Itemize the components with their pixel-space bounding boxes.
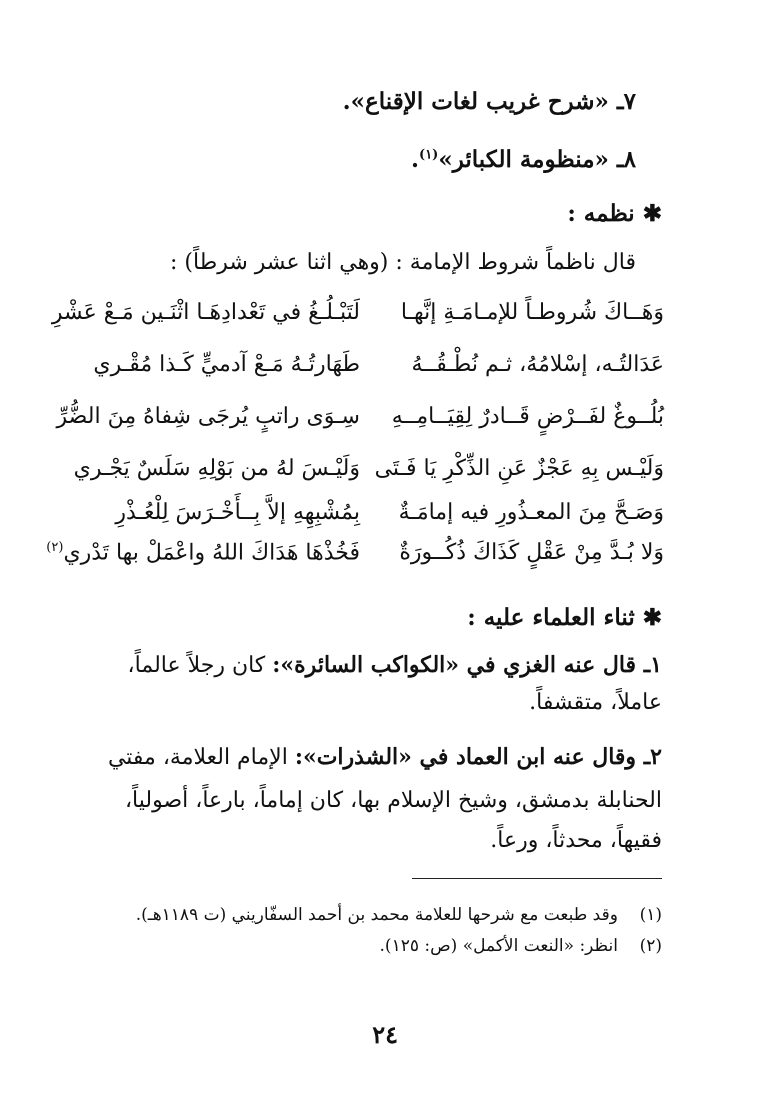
poem-verse-3-left: سِـوَى راتبٍ يُرجَى شِفاهُ مِنَ الضُّرِّ xyxy=(56,404,360,429)
poem-verse-6-right: وَلا بُـدَّ مِنْ عَقْلٍ كَذَاكَ ذُكُــورَةٌ xyxy=(399,540,664,565)
poem-intro: قال ناظماً شروط الإمامة : (وهي اثنا عشر شرطاً) : xyxy=(170,250,636,275)
poem-verse-1-right: وَهَــاكَ شُروطـاً للإمـامَـةِ إنَّهـا xyxy=(400,300,664,325)
poem-verse-3-right: بُلُــوغٌ لفَــرْضٍ قَــادرٌ لِقِيَــامِــهِ xyxy=(391,404,664,429)
work-item-7: ٧ـ «شرح غريب لغات الإقناع». xyxy=(342,88,636,115)
work-item-8: ٨ـ «منظومة الكبائر»$^{(١)}$. xyxy=(411,146,636,173)
praise-item-1-line1: ١ـ قال عنه الغزي في «الكواكب السائرة»: كان رجلاً عالماً، xyxy=(127,652,662,678)
footnote-1: (١) وقد طبعت مع شرحها للعلامة محمد بن أحمد السفّاريني (ت ١١٨٩هـ). xyxy=(135,905,662,925)
section-heading-nazm: ✱ نظمه : xyxy=(567,200,662,227)
praise-item-2-line2: الحنابلة بدمشق، وشيخ الإسلام بها، كان إماماً، بارعاً، أصولياً، xyxy=(124,788,662,813)
footnote-ref: (٢) xyxy=(46,540,64,555)
footnote-2: (٢) انظر: «النعت الأكمل» (ص: ١٢٥). xyxy=(379,936,662,956)
praise-item-1-line2: عاملاً، متقشفاً. xyxy=(529,690,662,715)
poem-verse-5-left: بِمُشْبِهِهِ إلاَّ بِــأَخْـرَسَ لِلْعُـذْرِ xyxy=(115,500,360,525)
poem-verse-2-left: طَهَارتُـهُ مَـعْ آدميٍّ كَـذا مُقْـري xyxy=(93,352,360,377)
praise-item-2-line1: ٢ـ وقال عنه ابن العماد في «الشذرات»: الإمام العلامة، مفتي xyxy=(107,744,662,770)
poem-verse-6-left: فَخُذْهَا هَدَاكَ اللهُ واعْمَلْ بها تَدْري$^{(٢)}$ xyxy=(46,540,360,566)
footnote-divider xyxy=(412,878,662,879)
section-heading-praise: ✱ ثناء العلماء عليه : xyxy=(467,604,662,631)
praise-item-2-line3: فقيهاً، محدثاً، ورعاً. xyxy=(490,828,662,853)
poem-verse-1-left: لَتَبْـلُـغُ في تَعْدادِهَـا اثْنَـين مَـعْ عَشْرِ xyxy=(51,300,360,325)
poem-verse-4-right: وَلَيْـس بِهِ عَجْزٌ عَنِ الذِّكْرِ يَا فَـتَى xyxy=(374,456,664,481)
page-number: ٢٤ xyxy=(372,1020,398,1049)
poem-verse-5-right: وَصَـحَّ مِنَ المعـذُورِ فيه إمامَـةٌ xyxy=(398,500,664,525)
poem-verse-4-left: وَلَيْـسَ لهُ من بَوْلِهِ سَلَسٌ يَجْـري xyxy=(73,456,360,481)
footnote-ref: (١) xyxy=(419,147,439,163)
poem-verse-2-right: عَدَالتُـه، إسْلامُهُ، ثـم نُطْـقُــهُ xyxy=(411,352,664,377)
